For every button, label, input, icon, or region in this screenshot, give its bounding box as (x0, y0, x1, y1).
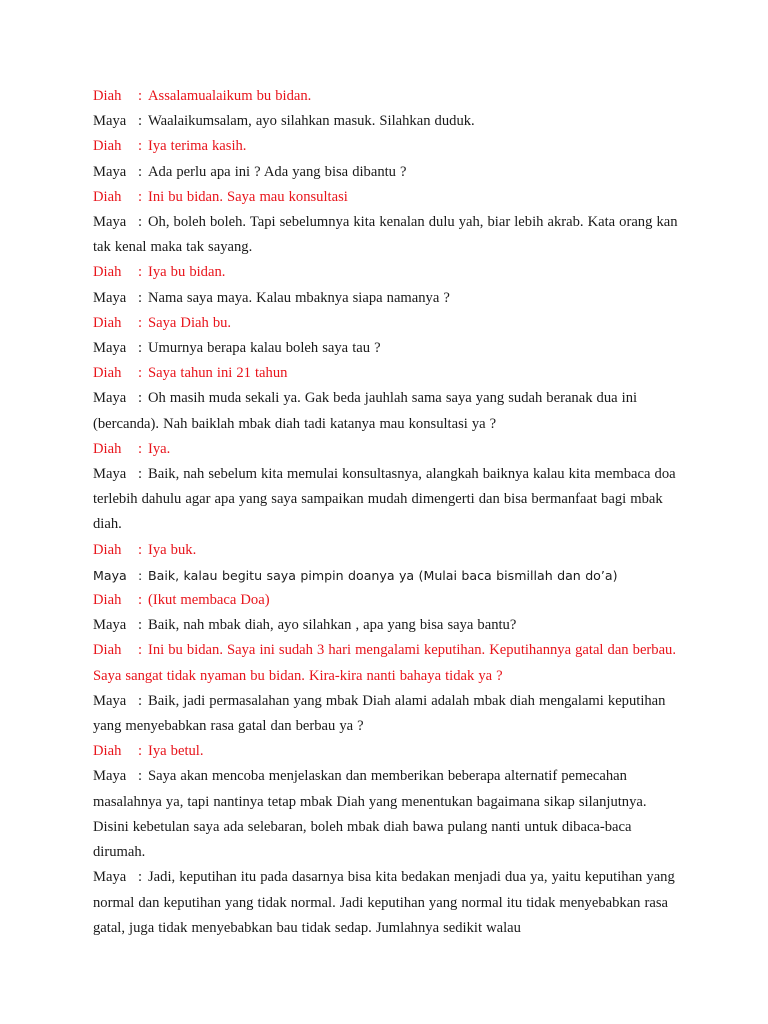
speaker-name: Maya (93, 692, 127, 709)
speaker-name: Maya (93, 340, 127, 357)
speaker-name: Maya (93, 567, 127, 583)
dialogue-line (93, 689, 683, 739)
speaker-separator: : (138, 314, 143, 331)
utterance-text: Assalamualaikum bu bidan. (148, 88, 312, 104)
utterance-text: Jadi, keputihan itu pada dasarnya bisa kita bedakan menjadi dua ya, yaitu keputihan yang normal dan keputihan yang tidak normal. Jadi keputihan yang normal itu tidak menyebabkan rasa gatal, juga tidak menyebabkan bau tidak sedap. Jumlahnya sedikit walau (93, 869, 675, 936)
speaker-separator: : (138, 592, 143, 609)
utterance-text: Nama saya maya. Kalau mbaknya siapa namanya ? (148, 289, 450, 306)
speaker-name: Maya (93, 466, 127, 483)
dialogue-line (93, 613, 683, 638)
speaker-name: Diah (93, 541, 122, 558)
speaker-name: Maya (93, 390, 127, 407)
utterance-text: Saya Diah bu. (148, 314, 232, 331)
speaker-separator: : (138, 138, 143, 155)
dialogue-line (93, 437, 683, 462)
speaker-separator: : (138, 390, 143, 407)
speaker-separator: : (138, 768, 143, 785)
utterance-text: Iya bu bidan. (148, 264, 226, 281)
dialogue-line (93, 185, 683, 210)
speaker-name: Maya (93, 214, 127, 231)
speaker-separator: : (138, 692, 143, 709)
speaker-separator: : (138, 88, 143, 104)
speaker-name: Diah (93, 264, 122, 281)
dialogue-line (93, 311, 683, 336)
utterance-text: Iya betul. (148, 743, 204, 760)
dialogue-line (93, 84, 683, 109)
speaker-name: Diah (93, 592, 122, 609)
utterance-text: Saya tahun ini 21 tahun (148, 365, 288, 382)
utterance-text: Iya buk. (148, 541, 197, 558)
speaker-separator: : (138, 163, 143, 180)
dialogue-line (93, 739, 683, 764)
dialogue-line (93, 336, 683, 361)
speaker-name: Diah (93, 743, 122, 760)
speaker-separator: : (138, 743, 143, 760)
speaker-separator: : (138, 567, 143, 583)
speaker-name: Maya (93, 869, 127, 886)
utterance-text: Baik, nah sebelum kita memulai konsultasnya, alangkah baiknya kalau kita membaca doa terlebih dahulu agar apa yang saya sampaikan mudah dimengerti dan bisa bermanfaat bagi mbak diah. (93, 466, 676, 533)
utterance-text: Iya. (148, 440, 171, 457)
dialogue-line (93, 260, 683, 285)
speaker-name: Diah (93, 440, 122, 457)
utterance-text: Waalaikumsalam, ayo silahkan masuk. Silahkan duduk. (148, 113, 475, 130)
speaker-separator: : (138, 214, 143, 231)
utterance-text: Baik, jadi permasalahan yang mbak Diah alami adalah mbak diah mengalami keputihan yang menyebabkan rasa gatal dan berbau ya ? (93, 692, 666, 735)
speaker-separator: : (138, 188, 143, 205)
utterance-text: (Ikut membaca Doa) (148, 592, 270, 609)
speaker-name: Maya (93, 768, 127, 785)
utterance-text: Oh masih muda sekali ya. Gak beda jauhlah sama saya yang sudah beranak dua ini (bercanda). Nah baiklah mbak diah tadi katanya mau konsultasi ya ? (93, 390, 638, 432)
utterance-text: Oh, boleh boleh. Tapi sebelumnya kita kenalan dulu yah, biar lebih akrab. Kata orang kan tak kenal maka tak sayang. (93, 214, 678, 256)
speaker-name: Maya (93, 289, 127, 306)
speaker-separator: : (138, 440, 143, 457)
utterance-text: Baik, nah mbak diah, ayo silahkan , apa yang bisa saya bantu? (148, 617, 517, 634)
utterance-text: Baik, kalau begitu saya pimpin doanya ya (Mulai baca bismillah dan do’a) (148, 567, 618, 583)
utterance-text: Ada perlu apa ini ? Ada yang bisa dibantu ? (148, 163, 407, 180)
dialogue-line (93, 160, 683, 185)
speaker-name: Maya (93, 617, 127, 634)
speaker-separator: : (138, 869, 143, 886)
dialogue-line (93, 588, 683, 613)
dialogue-line (93, 134, 683, 159)
dialogue-line (93, 286, 683, 311)
dialogue-line (93, 462, 683, 538)
speaker-separator: : (138, 466, 143, 483)
dialogue-line (93, 210, 683, 260)
speaker-separator: : (138, 541, 143, 558)
speaker-separator: : (138, 642, 143, 659)
dialogue-line (93, 764, 683, 865)
dialogue-transcript (93, 84, 683, 941)
dialogue-line (93, 538, 683, 563)
speaker-separator: : (138, 289, 143, 306)
utterance-text: Ini bu bidan. Saya mau konsultasi (148, 188, 348, 205)
dialogue-line (93, 109, 683, 134)
dialogue-line (93, 563, 683, 588)
speaker-name: Maya (93, 163, 127, 180)
speaker-name: Diah (93, 188, 122, 205)
speaker-separator: : (138, 340, 143, 357)
speaker-name: Diah (93, 642, 122, 659)
speaker-name: Maya (93, 113, 127, 130)
utterance-text: Saya akan mencoba menjelaskan dan memberikan beberapa alternatif pemecahan masalahnya ya, tapi nantinya tetap mbak Diah yang menentukan bagaimana sikap silanjutnya. Disini kebetulan saya ada selebaran, boleh mbak diah bawa pulang nanti untuk dibaca-baca dirumah. (93, 768, 647, 861)
utterance-text: Iya terima kasih. (148, 138, 247, 155)
dialogue-line (93, 638, 683, 688)
dialogue-line (93, 386, 683, 436)
speaker-separator: : (138, 617, 143, 634)
utterance-text: Ini bu bidan. Saya ini sudah 3 hari mengalami keputihan. Keputihannya gatal dan berbau. Saya sangat tidak nyaman bu bidan. Kira-kira nanti bahaya tidak ya ? (93, 642, 676, 684)
speaker-name: Diah (93, 88, 122, 104)
speaker-separator: : (138, 365, 143, 382)
speaker-name: Diah (93, 138, 122, 155)
speaker-name: Diah (93, 365, 122, 382)
dialogue-line (93, 361, 683, 386)
speaker-separator: : (138, 113, 143, 130)
utterance-text: Umurnya berapa kalau boleh saya tau ? (148, 340, 381, 357)
speaker-name: Diah (93, 314, 122, 331)
dialogue-line (93, 865, 683, 941)
speaker-separator: : (138, 264, 143, 281)
